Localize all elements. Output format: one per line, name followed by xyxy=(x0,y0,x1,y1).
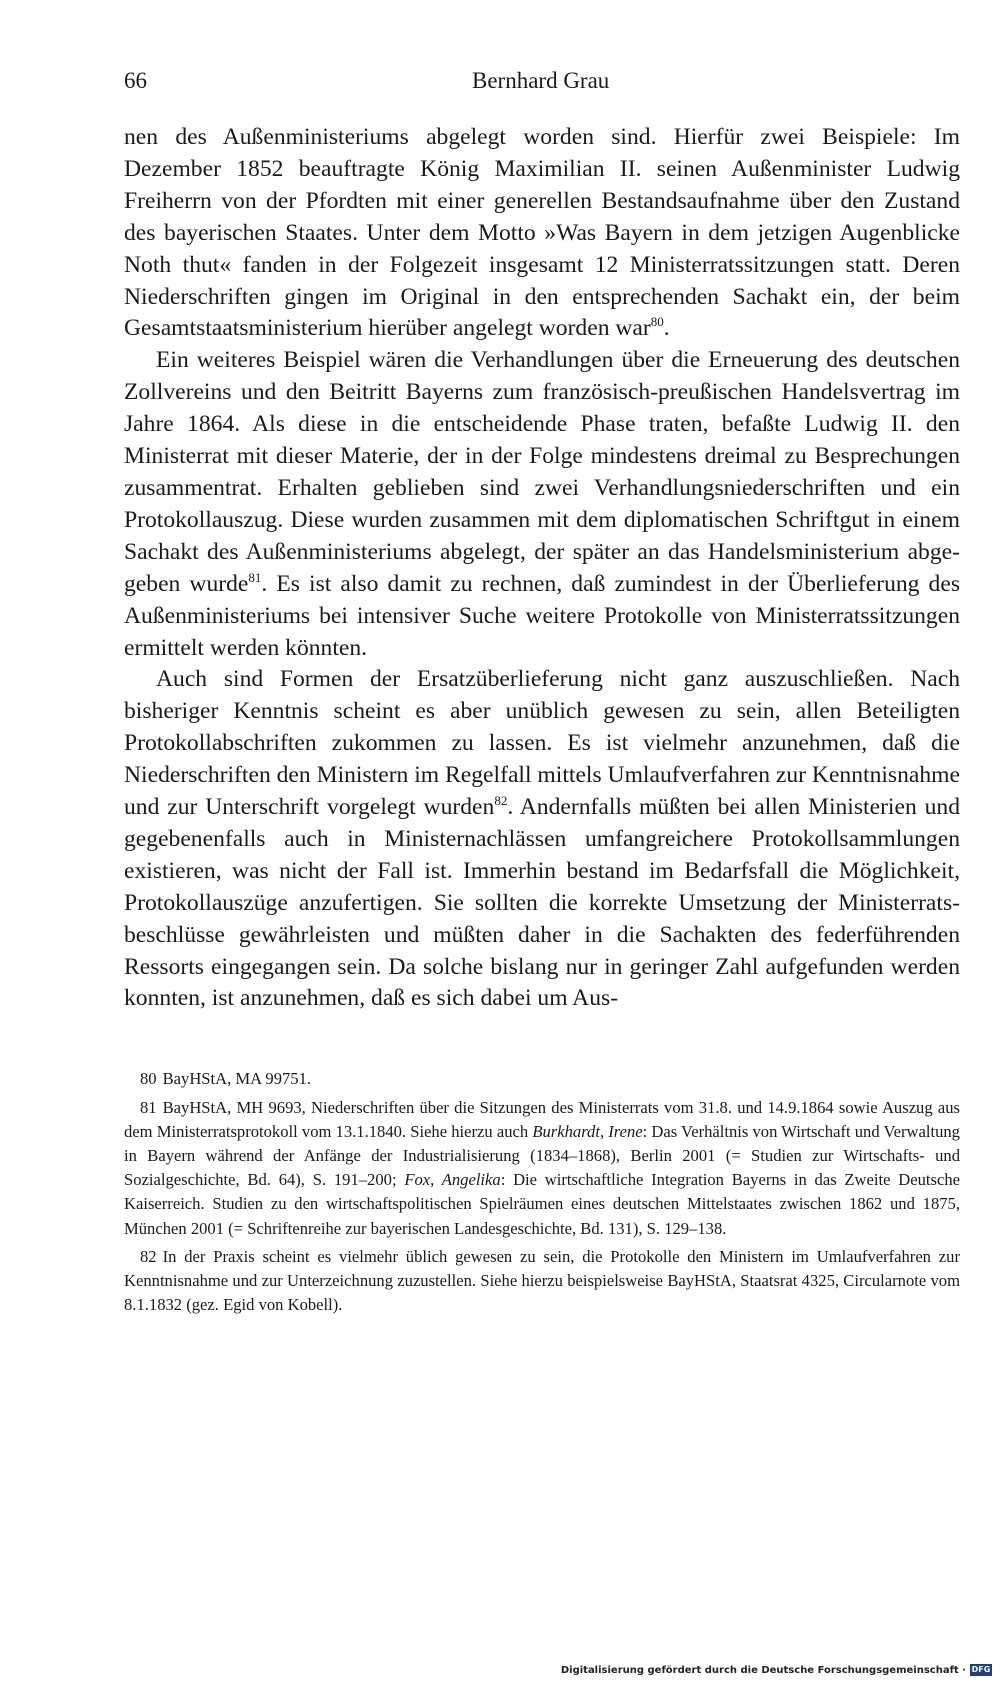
footnote-ref-82: 82 xyxy=(494,793,508,809)
footnote-text: : Das Verhältnis von Wirtschaft und Verwaltung in Bayern während der Anfänge der Industrialisierung (1834–1868), Berlin 2001 (= Studien zur Wirtschafts- und Sozialgeschichte, Bd. 64), S. 191–200; xyxy=(124,1121,960,1190)
main-text xyxy=(124,122,960,1015)
footnote-text: BayHStA, MH 9693, Niederschriften über die Sitzungen des Ministerrats vom 31.8. und 14.9.1864 sowie Auszug aus dem Ministerratsprotokoll vom 13.1.1840. Siehe hierzu auch xyxy=(124,1097,960,1141)
paragraph-1-text: nen des Außenministeriums abgelegt worden sind. Hierfür zwei Beispiele: Im Dezember 1852 beauftragte König Maximilian II. seinen Außenminister Ludwig Freiherrn von der Pfordten mit einer generellen Bestandsaufnahme über den Zustand des bayerischen Staates. Unter dem Motto »Was Bayern in dem jetzigen Augenblicke Noth thut« fanden in der Folgezeit insgesamt 12 Ministerratssitzungen statt. Deren Niederschriften gingen im Original in den entsprechenden Sachakt ein, der beim Gesamtstaatsministerium hierüber angelegt worden war xyxy=(124,124,960,342)
digitization-credit xyxy=(561,1664,992,1676)
footnote-ref-81: 81 xyxy=(248,569,262,585)
book-page xyxy=(124,64,960,1321)
paragraph-1-end: . xyxy=(663,315,670,342)
footnote-82 xyxy=(124,1245,960,1318)
page-number: 66 xyxy=(124,68,147,93)
credit-text: Digitalisierung gefördert durch die Deutsche Forschungsgemeinschaft · xyxy=(560,1664,966,1676)
footnote-80 xyxy=(124,1067,960,1091)
footnote-number: 81 xyxy=(140,1097,157,1117)
footnote-author: Burkhardt, Irene xyxy=(532,1121,643,1141)
dfg-logo-icon: DFG xyxy=(971,1665,991,1674)
paragraph-3-text: Auch sind Formen der Ersatzüberlieferung nicht ganz auszuschließen. Nach bisheriger Kenntnis scheint es aber unüblich gewesen zu sein, allen Beteiligten Protokollabschriften zukommen zu lassen. Es ist vielmehr anzunehmen, daß die Niederschriften den Ministern im Regelfall mittels Umlaufverfahren zur Kenntnisnahme und zur Unterschrift vorgelegt wurden xyxy=(124,666,960,821)
running-head: Bernhard Grau xyxy=(472,68,610,93)
paragraph-1 xyxy=(124,122,960,345)
paragraph-2-end: . Es ist also damit zu rechnen, daß zumindest in der Überlieferung des Außenministeriums bei intensiver Suche weitere Protokolle von Ministerratssitzungen ermittelt werden könnten. xyxy=(124,570,960,661)
paragraph-2 xyxy=(124,345,960,664)
footnote-text: In der Praxis scheint es vielmehr üblich gewesen zu sein, die Protokolle den Ministern im Umlaufverfahren zur Kenntnisnahme und zur Unterzeichnung zuzustellen. Siehe hierzu beispielsweise BayHStA, Staatsrat 4325, Circularnote vom 8.1.1832 (gez. Egid von Kobell). xyxy=(124,1246,960,1315)
footnote-ref-80: 80 xyxy=(650,314,664,330)
paragraph-3-end: . Andernfalls müßten bei allen Ministerien und gegebenenfalls auch in Ministernachlässen umfangreichere Protokollsammlungen existieren, was nicht der Fall ist. Immerhin bestand im Bedarfsfall die Möglichkeit, Protokollauszüge anzufertigen. Sie sollten die korrekte Umsetzung der Ministerratsbeschlüsse gewährleisten und müßten daher in die Sachakten des federführenden Ressorts eingegangen sein. Da solche bislang nur in geringer Zahl aufgefunden werden konnten, ist anzunehmen, daß es sich dabei um Aus- xyxy=(124,794,960,1012)
footnote-text: BayHStA, MA 99751. xyxy=(162,1069,312,1089)
footnote-number: 80 xyxy=(140,1069,157,1089)
paragraph-3 xyxy=(124,664,960,1015)
page-header xyxy=(124,64,960,104)
paragraph-2-text: Ein weiteres Beispiel wären die Verhandlungen über die Erneuerung des deutschen Zollvereins und den Beitritt Bayerns zum französisch-preußischen Handelsvertrag im Jahre 1864. Als diese in die entscheidende Phase traten, befaßte Ludwig II. den Ministerrat mit dieser Materie, der in der Folge mindestens dreimal zu Besprechungen zusammentrat. Erhalten geblieben sind zwei Verhandlungsniederschriften und ein Protokollauszug. Diese wurden zusammen mit dem diplomatischen Schriftgut in einem Sachakt des Außenministeriums abgelegt, der später an das Handelsministerium abgegeben wurde xyxy=(124,347,960,597)
footnotes xyxy=(124,1067,960,1317)
footnote-81 xyxy=(124,1096,960,1241)
footnote-text: : Die wirtschaftliche Integration Bayerns in das Zweite Deutsche Kaiserreich. Studien zu den wirtschaftspolitischen Spielräumen eines deutschen Mittelstaates zwischen 1862 und 1875, München 2001 (= Schriftenreihe zur bayerischen Landesgeschichte, Bd. 131), S. 129–138. xyxy=(124,1170,960,1238)
footnote-number: 82 xyxy=(140,1246,157,1266)
footnote-author: Fox, Angelika xyxy=(404,1170,501,1190)
